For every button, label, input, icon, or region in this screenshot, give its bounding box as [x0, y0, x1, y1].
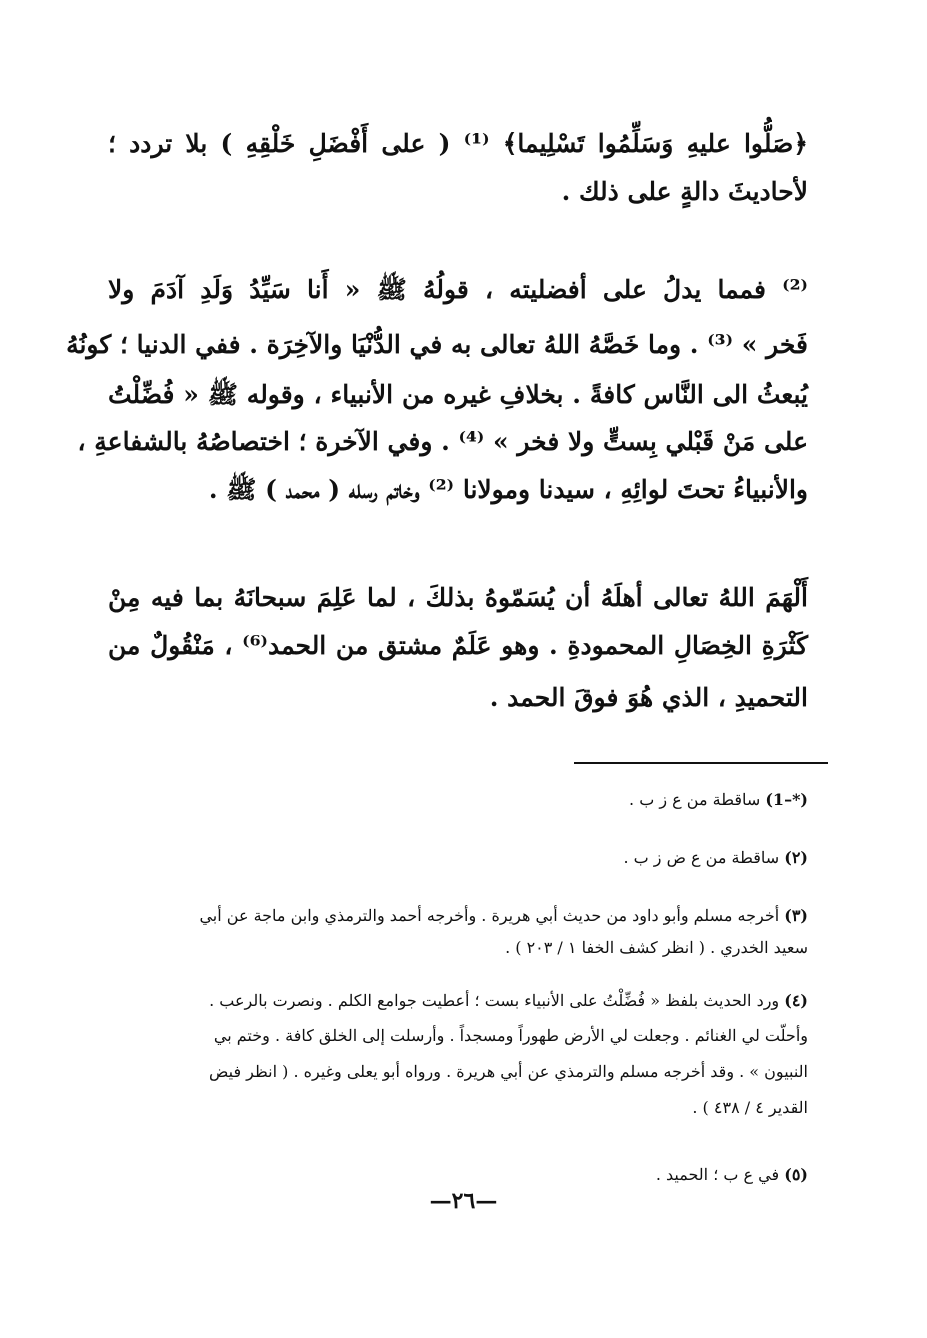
- footnote-4-line-2: وأحلّت لي الغنائم . وجعلت لي الأرض طهوراً ومسجداً . وأرسلت إلى الخلق كافة . وختم بي: [213, 1026, 808, 1045]
- footnote-2-number: (٢): [784, 848, 808, 867]
- footnote-1: [629, 787, 808, 813]
- footnote-5-text: في ع ب ؛ الحميد .: [655, 1165, 780, 1184]
- footnote-3-text-line-1: أخرجه مسلم وأبو داود من حديث أبي هريرة . وأخرجه أحمد والترمذي وابن ماجة عن أبي: [199, 906, 780, 925]
- footnote-4-text-line-1: ورد الحديث بلفظ « فُضِّلْتُ على الأنبياء بست ؛ أعطيت جوامع الكلم . ونصرت بالرعب .: [209, 991, 780, 1010]
- footnote-5: [656, 1162, 808, 1188]
- footnote-3-line-2: سعيد الخدري . ( انظر كشف الخفا ١ / ٢٠٣ ) .: [505, 938, 808, 957]
- page-number: —٢٦—: [429, 1188, 498, 1214]
- paragraph-2-line-5: والأنبياءُ تحتَ لوائِهِ ، سيدنا ومولانا ⁽²⁾ وخاتم رسله ( محمد ) ﷺ .: [208, 475, 808, 504]
- footnote-3-number: (٣): [784, 906, 808, 925]
- footnote-4-line-4: القدير ٤ / ٤٣٨ ) .: [692, 1098, 808, 1117]
- footnote-4-line-3: النبيون » . وقد أخرجه مسلم والترمذي عن أبي هريرة . ورواه أبو يعلى وغيره . ( انظر فيض: [209, 1062, 808, 1081]
- footnote-separator: [574, 762, 828, 764]
- footnote-5-number: (٥): [784, 1165, 808, 1184]
- paragraph-2-line-2: فَخر » ⁽³⁾ . وما خَصَّهُ اللهُ تعالى به في الدُّنْيَا والآخِرَة . ففي الدنيا ؛ كونُهُ: [66, 330, 808, 359]
- paragraph-3-line-2: كَثْرَةِ الخِصَالِ المحمودةِ . وهو عَلَمٌ مشتق من الحمد⁽⁶⁾ ، مَنْقُولٌ من: [108, 631, 808, 660]
- paragraph-2-line-1: ⁽²⁾ فمما يدلُ على أفضليته ، قولُهُ ﷺ « أَنا سَيِّدُ وَلَدِ آدَمَ ولا: [108, 275, 808, 304]
- paragraph-1-line-2: لأحاديثَ دالةٍ على ذلك .: [561, 177, 808, 206]
- footnote-1-number: (*–1): [765, 790, 808, 809]
- paragraph-1-line-1: ﴿صَلُّوا عليهِ وَسَلِّمُوا تَسْلِيما﴾ ⁽¹⁾ ( على أَفْضَلِ خَلْقِهِ ) بلا تردد ؛: [108, 129, 808, 158]
- footnote-3: [199, 903, 808, 929]
- paragraph-3-line-3: التحميدِ ، الذي هُوَ فوقَ الحمد .: [489, 683, 808, 712]
- paragraph-3-line-1: أَلْهَمَ اللهُ تعالى أهلَهُ أن يُسَمّوهُ بذلكَ ، لما عَلِمَ سبحانَهُ بما فيه مِنْ: [108, 583, 808, 612]
- footnote-4: [209, 988, 808, 1014]
- paragraph-2-line-4: على مَنْ قَبْلي بِستٍّ ولا فخر » ⁽⁴⁾ . وفي الآخرة ؛ اختصاصُهُ بالشفاعةِ ،: [77, 427, 808, 456]
- footnote-1-text: ساقطة من ع ز ب .: [629, 790, 761, 809]
- footnote-2-text: ساقطة من ع ض ز ب .: [623, 848, 780, 867]
- footnote-2: [623, 845, 808, 871]
- footnote-4-number: (٤): [784, 991, 808, 1010]
- paragraph-2-line-3: يُبعثُ الى النَّاس كافةً . بخلافِ غيره من الأنبياء ، وقوله ﷺ « فُضِّلْتُ: [108, 380, 808, 409]
